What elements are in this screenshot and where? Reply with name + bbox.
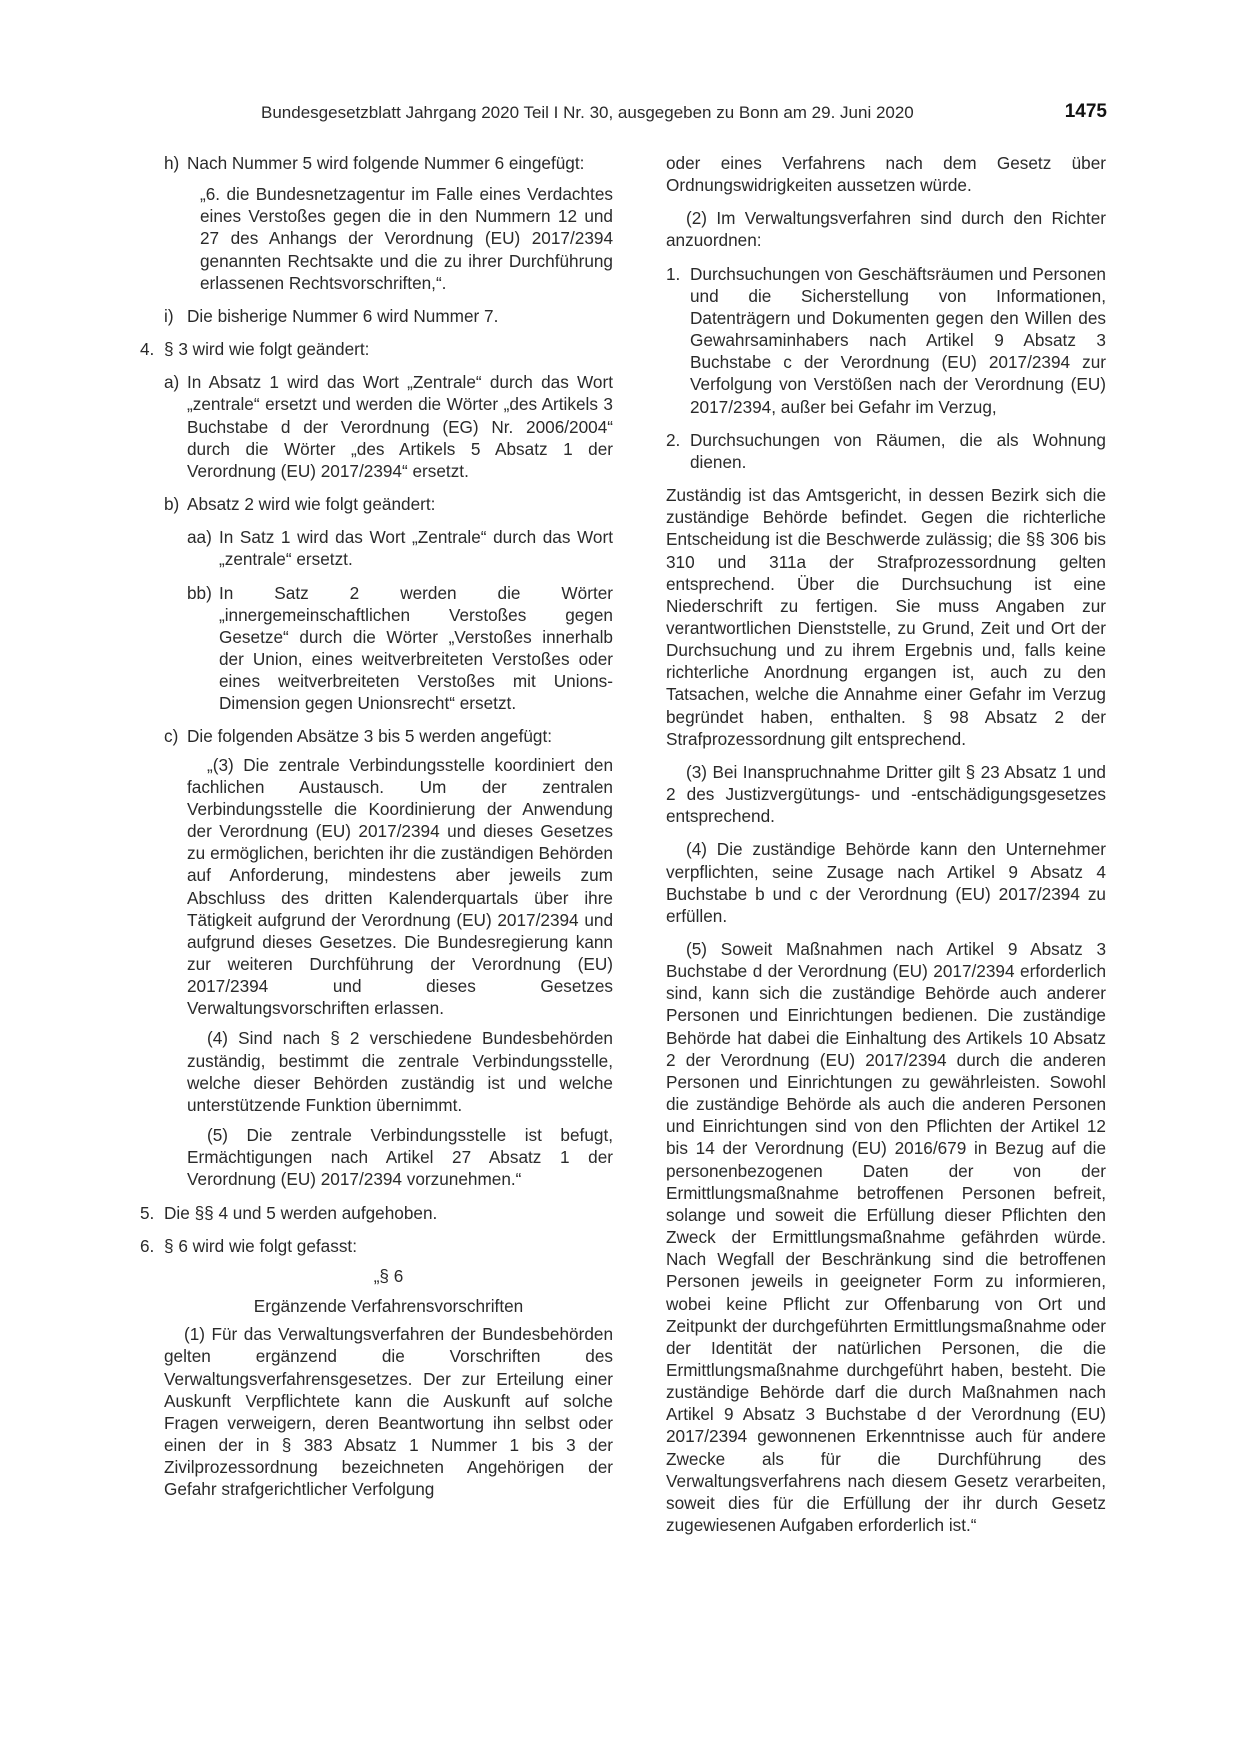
- list-item-i: [164, 305, 613, 327]
- item-label: 4.: [140, 339, 155, 360]
- item-text: In Absatz 1 wird das Wort „Zentrale“ durch das Wort „zentrale“ ersetzt und werden die Wörter „des Artikels 3 Buchstabe d der Verordnung (EG) Nr. 2006/2004“ durch die Wörter „des Artikels 5 Absatz 1 der Verordnung (EU) 2017/2394“ ersetzt.: [187, 372, 613, 481]
- page-number: 1475: [1064, 101, 1107, 122]
- list-item-b: [164, 493, 613, 515]
- item-label: 6.: [140, 1235, 155, 1256]
- right-column: [666, 152, 1106, 1536]
- list-item-2: [666, 429, 1106, 473]
- item-label: 5.: [140, 1202, 155, 1223]
- paragraph-6-1-continued: oder eines Verfahrens nach dem Gesetz über Ordnungswidrigkeiten aussetzen würde.: [666, 153, 1106, 196]
- item-text: Durchsuchungen von Geschäftsräumen und Personen und die Sicherstellung von Informationen, Datenträgern und Dokumenten gegen den Willen des Gewahrsaminhabers nach Artikel 9 Absatz 3 Buchstabe c der Verordnung (EU) 2017/2394 zur Verfolgung von Verstößen nach der Verordnung (EU) 2017/2394, außer bei Gefahr im Verzug,: [690, 263, 1106, 417]
- item-text: In Satz 1 wird das Wort „Zentrale“ durch das Wort „zentrale“ ersetzt.: [219, 527, 613, 570]
- item-text: In Satz 2 werden die Wörter „innergemeinschaftlichen Verstoßes gegen Gesetze“ durch die Wörter „Verstoßes innerhalb der Union, eines weitverbreiteten Verstoßes oder eines weitverbreiteten Verstoßes mit Unions-Dimension gegen Unionsrecht“ ersetzt.: [219, 582, 613, 714]
- list-item-4: [140, 338, 613, 360]
- paragraph-6-5: (5) Soweit Maßnahmen nach Artikel 9 Absatz 3 Buchstabe d der Verordnung (EU) 2017/2394 erforderlich sind, kann sich die zuständige Behörde auch anderer Personen und Einrichtungen bedienen. Die zuständige Behörde hat dabei die Einhaltung des Artikels 10 Absatz 2 der Verordnung (EU) 2017/2394 durch die anderen Personen und Einrichtungen zu gewährleisten. Sowohl die zuständige Behörde als auch die anderen Personen und Einrichtungen sind von den Pflichten der Artikel 12 bis 14 der Verordnung (EU) 2016/679 in Bezug auf die personenbezogenen Daten der von der Ermittlungsmaßnahme betroffenen Personen befreit, solange und soweit die Erfüllung dieser Pflichten den Zweck der Ermittlungsmaßnahme gefährden würde. Nach Wegfall der Beschränkung sind die betroffenen Personen jeweils in geeigneter Form zu informieren, wobei keine Pflicht zur Offenbarung von Ort und Zeitpunkt der durchgeführten Ermittlungsmaßnahme oder der Identität der natürlichen Personen, die die Ermittlungsmaßnahme durchgeführt haben, besteht. Die zuständige Behörde darf die durch Maßnahmen nach Artikel 9 Absatz 3 Buchstabe d der Verordnung (EU) 2017/2394 gewonnenen Erkenntnisse auch für andere Zwecke als für die Durchführung des Verwaltungsverfahrens nach diesem Gesetz verarbeiten, soweit dies für die Erfüllung der ihr durch Gesetz zugewiesenen Aufgaben erforderlich ist.“: [666, 939, 1106, 1536]
- left-column: [140, 152, 613, 1500]
- item-text: § 3 wird wie folgt geändert:: [164, 339, 370, 360]
- item-label: h): [164, 153, 180, 173]
- section-title: Ergänzende Verfahrensvorschriften: [253, 1296, 524, 1317]
- item-text: Die folgenden Absätze 3 bis 5 werden angefügt:: [187, 726, 553, 747]
- item-label: bb): [187, 582, 212, 603]
- item-label: c): [164, 726, 179, 747]
- item-label: aa): [187, 527, 212, 548]
- paragraph-6-4: (4) Die zuständige Behörde kann den Unternehmer verpflichten, seine Zusage nach Artikel 9 Absatz 4 Buchstabe b und c der Verordnung (EU) 2017/2394 zu erfüllen.: [666, 839, 1106, 926]
- paragraph-3-3: „(3) Die zentrale Verbindungsstelle koordiniert den fachlichen Austausch. Um der zentralen Verbindungsstelle die Koordinierung der Anwendung der Verordnung (EU) 2017/2394 und dieses Gesetzes zu ermöglichen, berichten ihr die zuständigen Behörden auf Anforderung, mindestens aber jeweils zum Abschluss des dritten Kalenderquartals über ihre Tätigkeit aufgrund der Verordnung (EU) 2017/2394 und aufgrund dieses Gesetzes. Die Bundesregierung kann zur weiteren Durchführung der Verordnung (EU) 2017/2394 und dieses Gesetzes Verwaltungsvorschriften erlassen.: [187, 754, 613, 1019]
- paragraph-3-4: (4) Sind nach § 2 verschiedene Bundesbehörden zuständig, bestimmt die zentrale Verbindungsstelle, welche dieser Behörden zuständig ist und welche unterstützende Funktion übernimmt.: [187, 1028, 613, 1115]
- list-item-5: [140, 1202, 613, 1224]
- list-item-a: [164, 371, 613, 482]
- list-item-aa: [187, 526, 613, 570]
- item-text: Durchsuchungen von Räumen, die als Wohnung dienen.: [690, 429, 1106, 472]
- paragraph-6-1: (1) Für das Verwaltungsverfahren der Bundesbehörden gelten ergänzend die Vorschriften des Verwaltungsverfahrensgesetzes. Der zur Erteilung einer Auskunft Verpflichtete kann die Auskunft auf solche Fragen verweigern, deren Beantwortung ihn selbst oder einen der in § 383 Absatz 1 Nummer 1 bis 3 der Zivilprozessordnung bezeichneten Angehörigen der Gefahr strafgerichtlicher Verfolgung: [164, 1324, 613, 1500]
- item-label: 1.: [666, 263, 681, 284]
- list-item-6: [140, 1235, 613, 1257]
- item-text: § 6 wird wie folgt gefasst:: [164, 1235, 357, 1256]
- item-label: 2.: [666, 429, 681, 450]
- page-header: [0, 101, 1241, 127]
- running-title: Bundesgesetzblatt Jahrgang 2020 Teil I Nr. 30, ausgegeben zu Bonn am 29. Juni 2020: [261, 103, 914, 122]
- item-text: Die bisherige Nummer 6 wird Nummer 7.: [187, 305, 499, 326]
- list-item-c: [164, 725, 613, 747]
- list-item-bb: [187, 582, 613, 715]
- list-item-h: [164, 152, 613, 174]
- item-text: Absatz 2 wird wie folgt geändert:: [187, 494, 436, 515]
- list-item-1: [666, 263, 1106, 418]
- paragraph-6-2: (2) Im Verwaltungsverfahren sind durch den Richter anzuordnen:: [666, 208, 1106, 251]
- paragraph-6-2-continued: Zuständig ist das Amtsgericht, in dessen Bezirk sich die zuständige Behörde befindet. Gegen die richterliche Entscheidung ist die Beschwerde zulässig; die §§ 306 bis 310 und 311a der Strafprozessordnung gelten entsprechend. Über die Durchsuchung ist eine Niederschrift zu fertigen. Sie muss Angaben zur verantwortlichen Dienststelle, zu Grund, Zeit und Ort der Durchsuchung und zu ihrem Ergebnis und, falls keine richterliche Anordnung ergangen ist, auch zu den Tatsachen, welche die Annahme einer Gefahr im Verzug begründet haben, enthalten. § 98 Absatz 2 der Strafprozessordnung gilt entsprechend.: [666, 485, 1106, 749]
- item-text: Die §§ 4 und 5 werden aufgehoben.: [164, 1202, 438, 1223]
- paragraph-3-5: (5) Die zentrale Verbindungsstelle ist befugt, Ermächtigungen nach Artikel 27 Absatz 1 der Verordnung (EU) 2017/2394 vorzunehmen.“: [187, 1125, 613, 1190]
- section-number: „§ 6: [373, 1265, 404, 1286]
- item-label: i): [164, 305, 174, 326]
- paragraph-6-3: (3) Bei Inanspruchnahme Dritter gilt § 23 Absatz 1 und 2 des Justizvergütungs- und -entschädigungsgesetzes entsprechend.: [666, 761, 1106, 827]
- item-label: a): [164, 372, 180, 393]
- quoted-number-6: „6. die Bundesnetzagentur im Falle eines Verdachtes eines Verstoßes gegen die in den Nummern 12 und 27 des Anhangs der Verordnung (EU) 2017/2394 genannten Rechtsakte und die zu ihrer Durchführung erlassenen Rechtsvorschriften,“.: [200, 184, 613, 293]
- item-label: b): [164, 494, 180, 515]
- item-text: Nach Nummer 5 wird folgende Nummer 6 eingefügt:: [187, 153, 585, 173]
